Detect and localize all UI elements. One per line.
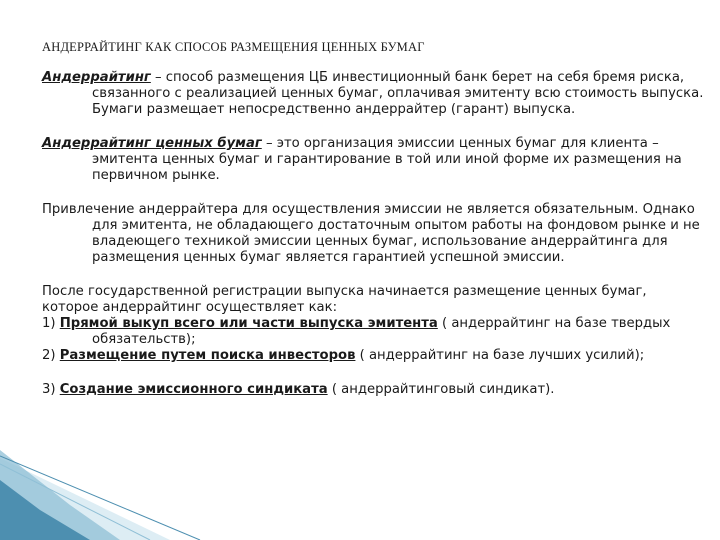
definition-securities-underwriting [42,136,710,184]
list-item [42,348,710,364]
list-item-number: 3) [42,382,60,397]
paragraph-underwriter-need: Привлечение андеррайтера для осуществления эмиссии не является обязательным. Однако для эмитента, не обладающего достаточным опытом работы на фондовом рынке и не владеющего техникой эмиссии ценных бумаг, использование андеррайтинга для размещения ценных бумаг является гарантией успешной эмиссии. [42,202,700,265]
paragraph-placement-intro: После государственной регистрации выпуска начинается размещение ценных бумаг, [42,284,647,299]
list-item-text: ( андеррайтинг на базе лучших усилий); [355,348,645,363]
list-item-text: ( андеррайтинговый синдикат). [327,382,555,397]
definition-text: – способ размещения ЦБ инвестиционный банк берет на себя бремя риска, связанного с реализацией ценных бумаг, оплачивая эмитенту всю стоимость выпуска. Бумаги размещает непосредственно андеррайтер (гарант) выпуска. [92,70,704,117]
decorative-wave-graphic [0,450,720,540]
list-item-number: 2) [42,348,60,363]
term-securities-underwriting: Андеррайтинг ценных бумаг [42,136,262,151]
list-item-heading: Прямой выкуп всего или части выпуска эмитента [59,316,438,331]
list-item-text: ( андеррайтинг на базе твердых обязательств); [92,316,671,347]
paragraph-placement-lead: которое андеррайтинг осуществляет как: [42,300,338,315]
slide-title: АНДЕРРАЙТИНГ КАК СПОСОБ РАЗМЕЩЕНИЯ ЦЕННЫХ БУМАГ [42,40,425,54]
definition-text: – это организация эмиссии ценных бумаг для клиента – эмитента ценных бумаг и гарантирование в той или иной форме их размещения на первичном рынке. [92,136,682,183]
body-text [42,70,710,398]
list-item [42,316,710,348]
list-item-number: 1) [42,316,60,331]
term-underwriting: Андеррайтинг [42,70,151,85]
list-item [42,382,710,398]
list-item-heading: Создание эмиссионного синдиката [59,382,328,397]
list-item-heading: Размещение путем поиска инвесторов [59,348,356,363]
definition-underwriting [42,70,710,118]
